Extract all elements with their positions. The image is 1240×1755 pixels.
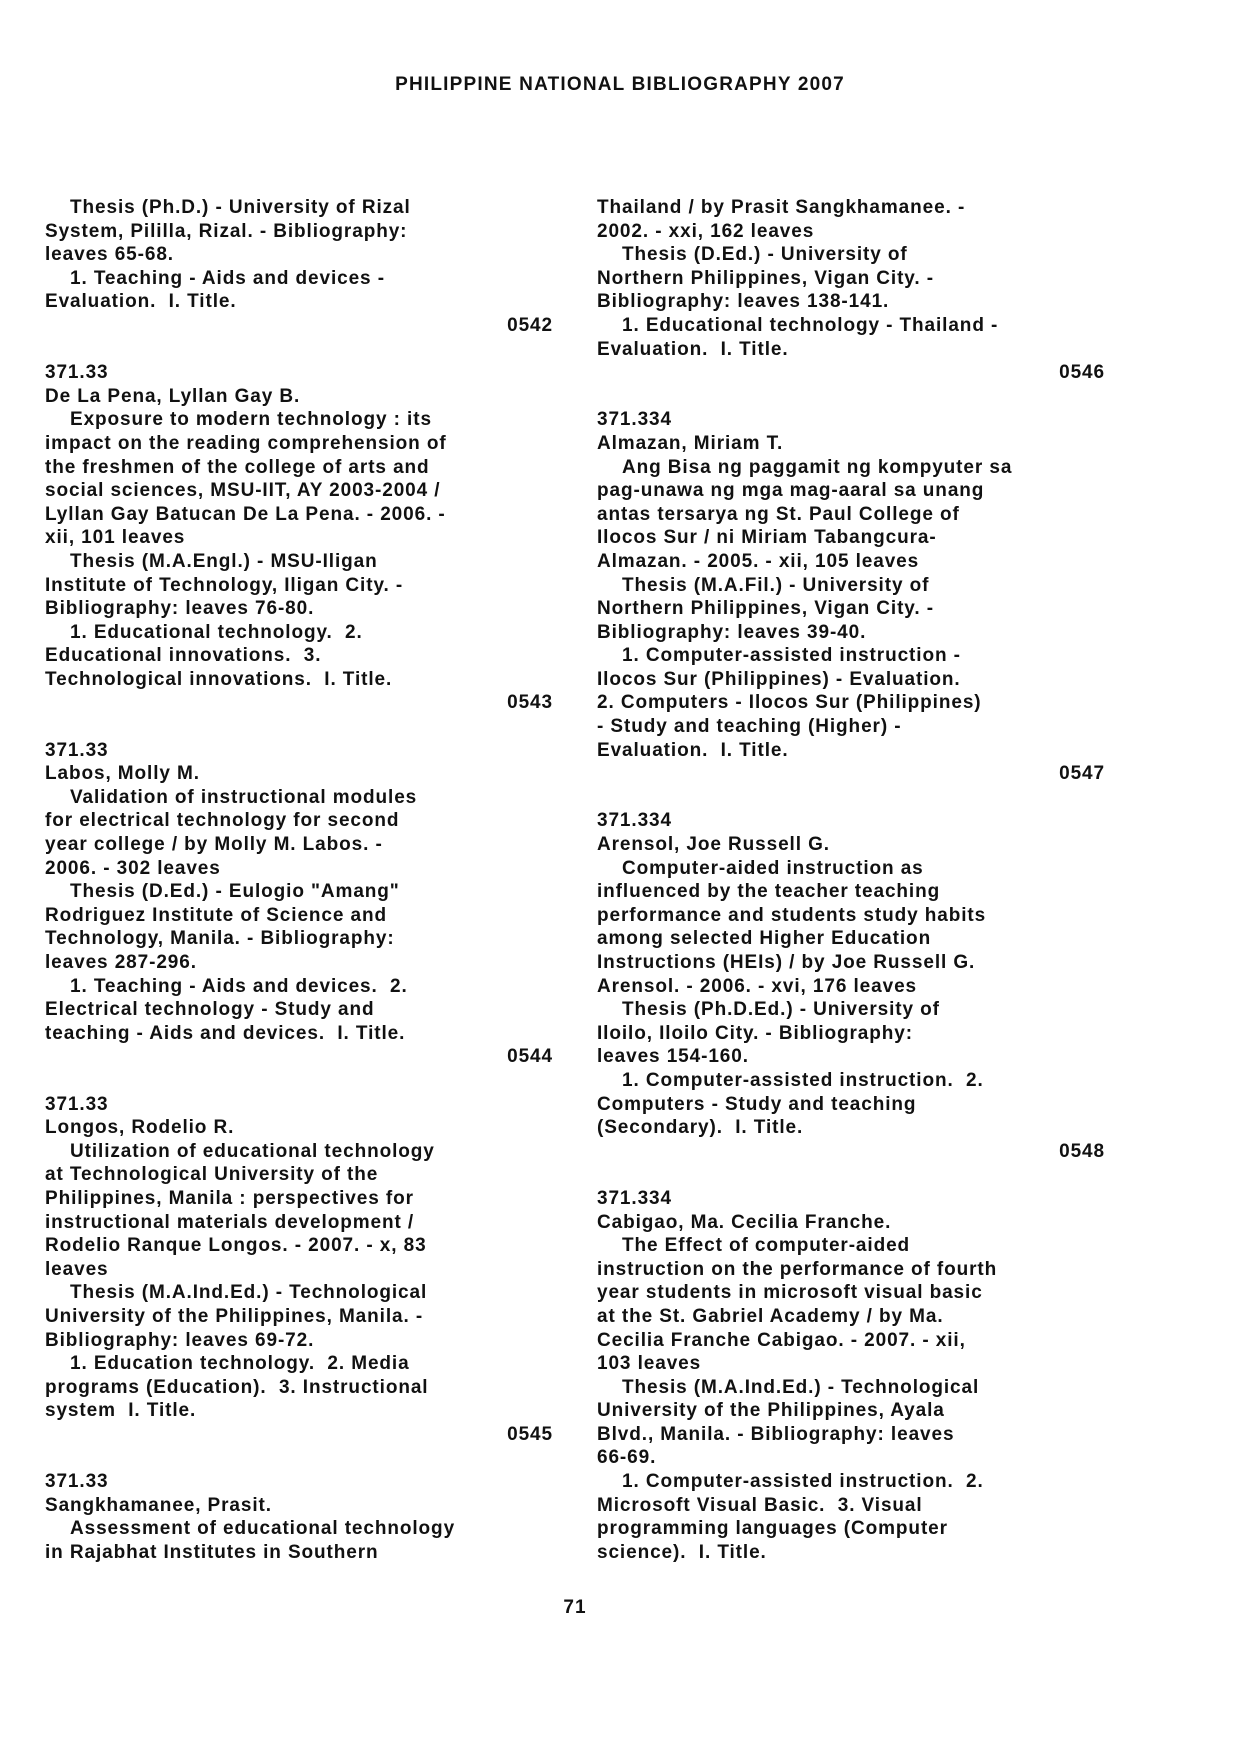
entry-line: Microsoft Visual Basic. 3. Visual [597,1494,923,1516]
call-number: 371.33 [45,739,109,761]
entry-number: 0542 [507,314,553,336]
entry-line: - Study and teaching (Higher) - [597,716,902,738]
bibliography-entry [597,809,1107,1163]
entry-line: Evaluation. I. Title. [45,291,237,313]
entry-line: The Effect of computer-aided [622,1235,911,1257]
bibliography-entry [597,196,1107,385]
entry-line: Ilocos Sur / ni Miriam Tabangcura- [597,527,937,549]
entry-line: Computers - Study and teaching [597,1093,917,1115]
entry-line: programming languages (Computer [597,1518,948,1540]
entry-line: University of the Philippines, Manila. - [45,1305,424,1327]
entry-line: Thesis (Ph.D.) - University of Rizal [70,197,411,218]
left-column [45,196,555,1564]
entry-line: Ang Bisa ng paggamit ng kompyuter sa [622,456,1013,478]
entry-line: system I. Title. [45,1400,197,1422]
entry-line: Exposure to modern technology : its [70,409,432,431]
bibliography-entry [597,408,1107,786]
bibliography-entry [45,1093,555,1447]
entry-line: (Secondary). I. Title. [597,1117,804,1139]
entry-line: Thesis (Ph.D.Ed.) - University of [622,999,940,1021]
bibliography-entry [597,1187,1107,1565]
entry-line: Blvd., Manila. - Bibliography: leaves [597,1423,955,1445]
entry-line: Cecilia Franche Cabigao. - 2007. - xii, [597,1329,966,1351]
entry-number: 0546 [1059,362,1105,384]
call-number: 371.334 [597,1187,672,1209]
page-number: 71 [563,1597,587,1618]
entry-line: Institute of Technology, Iligan City. - [45,574,404,596]
call-number: 371.33 [45,1093,109,1115]
entry-line: Almazan. - 2005. - xii, 105 leaves [597,550,920,572]
entry-line: instructional materials development / [45,1211,415,1233]
entry-line: 103 leaves [597,1353,702,1375]
entry-line: leaves 287-296. [45,952,197,973]
entry-line: 1. Teaching - Aids and devices - [70,267,385,289]
entry-line: at Technological University of the [45,1164,379,1186]
entry-line: Computer-aided instruction as [622,857,924,879]
entry-line: Thesis (M.A.Engl.) - MSU-Iligan [70,550,378,572]
entry-line: 2006. - 302 leaves [45,857,221,879]
entry-author: Arensol, Joe Russell G. [597,834,830,856]
entry-line: teaching - Aids and devices. I. Title. [45,1022,406,1044]
call-number: 371.33 [45,362,109,384]
entry-line: University of the Philippines, Ayala [597,1400,945,1422]
right-column [597,196,1107,1564]
entry-line: Thesis (M.A.Fil.) - University of [622,574,930,596]
entry-line: in Rajabhat Institutes in Southern [45,1541,379,1563]
entry-line: the freshmen of the college of arts and [45,456,430,478]
entry-line: Bibliography: leaves 76-80. [45,598,315,620]
entry-line: Northern Philippines, Vigan City. - [597,267,934,289]
entry-line: Utilization of educational technology [70,1140,435,1162]
entry-line: Evaluation. I. Title. [597,739,789,761]
page-header: PHILIPPINE NATIONAL BIBLIOGRAPHY 2007 [395,74,845,95]
entry-number: 0547 [1059,763,1105,785]
entry-line: xii, 101 leaves [45,527,186,549]
entry-line: 2002. - xxi, 162 leaves [597,220,815,242]
bibliography-entry [45,1470,555,1564]
call-number: 371.334 [597,409,672,431]
entry-line: pag-unawa ng mga mag-aaral sa unang [597,480,985,502]
entry-line: Thesis (M.A.Ind.Ed.) - Technological [70,1282,428,1304]
entry-author: De La Pena, Lyllan Gay B. [45,385,301,407]
entry-line: Validation of instructional modules [70,786,418,808]
entry-line: Bibliography: leaves 138-141. [597,291,890,313]
entry-line: 2. Computers - Ilocos Sur (Philippines) [597,692,982,714]
entry-line: Iloilo, Iloilo City. - Bibliography: [597,1022,913,1044]
entry-line: Rodelio Ranque Longos. - 2007. - x, 83 [45,1235,427,1257]
entry-line: Technology, Manila. - Bibliography: [45,928,395,950]
entry-line: Ilocos Sur (Philippines) - Evaluation. [597,668,961,690]
entry-line: leaves 154-160. [597,1046,749,1068]
entry-line: instruction on the performance of fourth [597,1258,998,1280]
entry-line: Lyllan Gay Batucan De La Pena. - 2006. - [45,503,446,525]
entry-line: Technological innovations. I. Title. [45,668,393,690]
entry-author: Longos, Rodelio R. [45,1117,235,1139]
bibliography-entry [45,739,555,1069]
entry-line: for electrical technology for second [45,810,400,832]
entry-line: Philippines, Manila : perspectives for [45,1187,414,1209]
entry-line: 66-69. [597,1447,657,1469]
entry-line: at the St. Gabriel Academy / by Ma. [597,1305,944,1327]
entry-line: 1. Computer-assisted instruction. 2. [622,1471,984,1493]
entry-line: System, Pililla, Rizal. - Bibliography: [45,220,408,242]
entry-line: Thesis (D.Ed.) - University of [622,244,908,266]
entry-line: Thesis (M.A.Ind.Ed.) - Technological [622,1376,980,1398]
entry-line: Rodriguez Institute of Science and [45,904,388,926]
entry-line: Evaluation. I. Title. [597,338,789,360]
call-number: 371.334 [597,810,672,832]
entry-line: among selected Higher Education [597,928,932,950]
entry-line: Northern Philippines, Vigan City. - [597,598,934,620]
entry-number: 0544 [507,1046,553,1068]
entry-line: antas tersarya ng St. Paul College of [597,503,960,525]
entry-line: impact on the reading comprehension of [45,432,447,454]
bibliography-entry [45,361,555,715]
entry-line: influenced by the teacher teaching [597,881,941,903]
entry-line: leaves 65-68. [45,244,174,266]
entry-line: Bibliography: leaves 69-72. [45,1329,315,1351]
entry-line: Electrical technology - Study and [45,999,375,1021]
entry-line: 1. Computer-assisted instruction. 2. [622,1069,984,1091]
entry-line: 1. Education technology. 2. Media [70,1353,410,1375]
entry-line: 1. Educational technology - Thailand - [622,314,999,336]
entry-number: 0545 [507,1423,553,1445]
entry-number: 0548 [1059,1140,1105,1162]
entry-line: 1. Computer-assisted instruction - [622,645,961,667]
entry-line: science). I. Title. [597,1541,767,1563]
entry-line: 1. Educational technology. 2. [70,621,363,643]
entry-line: social sciences, MSU-IIT, AY 2003-2004 / [45,480,441,502]
entry-line: Thesis (D.Ed.) - Eulogio "Amang" [70,881,400,903]
entry-author: Cabigao, Ma. Cecilia Franche. [597,1211,892,1233]
entry-line: Instructions (HEIs) / by Joe Russell G. [597,952,976,973]
entry-author: Sangkhamanee, Prasit. [45,1494,272,1516]
entry-author: Labos, Molly M. [45,763,200,785]
entry-line: leaves [45,1258,109,1280]
entry-line: year college / by Molly M. Labos. - [45,834,383,856]
entry-author: Almazan, Miriam T. [597,432,784,454]
entry-line: Arensol. - 2006. - xvi, 176 leaves [597,975,917,997]
entry-line: performance and students study habits [597,904,987,926]
entry-line: programs (Education). 3. Instructional [45,1376,429,1398]
call-number: 371.33 [45,1471,109,1493]
entry-line: year students in microsoft visual basic [597,1282,983,1304]
entry-line: Educational innovations. 3. [45,645,322,667]
entry-line: 1. Teaching - Aids and devices. 2. [70,975,408,997]
entry-line: Bibliography: leaves 39-40. [597,621,867,643]
entry-line: Thailand / by Prasit Sangkhamanee. - [597,197,966,218]
entry-number: 0543 [507,692,553,714]
bibliography-entry [45,196,555,338]
entry-line: Assessment of educational technology [70,1518,456,1540]
